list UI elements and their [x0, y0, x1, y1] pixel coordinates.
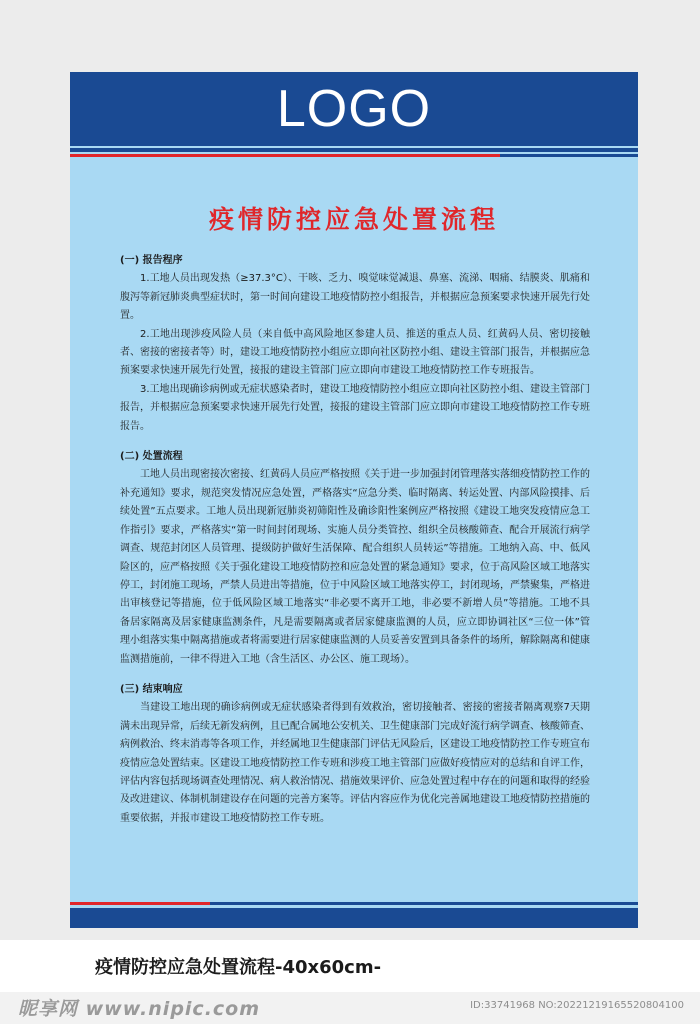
paragraph: 1.工地人员出现发热（≥37.3°C）、干咳、乏力、嗅觉味觉减退、鼻塞、流涕、咽痛、结膜炎、肌痛和腹泻等新冠肺炎典型症状时，第一时间向建设工地疫情防控小组报告，并根据应急预案要求快速开展先行处置。	[120, 273, 590, 322]
stripe-navy-bottom-thin	[210, 902, 638, 905]
section-heading-handling: (二) 处置流程	[120, 451, 183, 463]
site-watermark: 昵享网 www.nipic.com	[18, 998, 261, 1020]
paragraph: 2.工地出现涉疫风险人员（来自低中高风险地区参建人员、推送的重点人员、红黄码人员、密切接触者、密接的密接者等）时，建设工地疫情防控小组应立即向社区防控小组、建设主管部门报告，并根据应急预案要求快速开展先行处置，接报的建设主管部门应立即向市建设工地疫情防控工作专班报告。	[120, 328, 590, 377]
section-heading-report: (一) 报告程序	[120, 255, 183, 266]
poster-header	[70, 72, 638, 146]
paragraph: 工地人员出现密接次密接、红黄码人员应严格按照《关于进一步加强封闭管理落实落细疫情防控工作的补充通知》要求，规范突发情况应急处置，严格落实“应急分类、临时隔离、转运处置、内部风险摸排、后续处置”五点要求。工地人员出现新冠肺炎初筛阳性及确诊阳性案例应严格按照《建设工地突发疫情应急工作指引》要求，严格落实“第一时间封闭现场、实施人员分类管控、组织全员核酸筛查、配合开展流行病学调查、规范封闭区人员管理、提级防护做好生活保障、配合组织人员转运”等措施。工地纳入高、中、低风险区的，应严格按照《关于强化建设工地疫情防控和应急处置的紧急通知》要求，位于高风险区域工地落实停工，封闭施工现场，严禁人员进出等措施，位于中风险区域工地落实停工，封闭现场，严禁聚集，严格进出审核登记等措施，位于低风险区域工地落实“非必要不离开工地，非必要不新增人员”等措施。工地不具备居家隔离及居家健康监测条件，凡是需要隔离或者居家健康监测的人员，应立即协调社区“三位一体”管理小组落实集中隔离措施或者将需要进行居家健康监测的人员妥善安置到具备条件的场所，解除隔离和健康监测措施前，一律不得进入工地（含生活区、办公区、施工现场）。	[120, 469, 590, 665]
section-heading-end-response: (三) 结束响应	[120, 683, 183, 695]
poster-title: 疫情防控应急处置流程	[208, 205, 499, 234]
stripe-navy-top-short	[500, 154, 638, 157]
paragraph: 当建设工地出现的确诊病例或无症状感染者得到有效救治，密切接触者、密接的密接者隔离观察7天期满未出现异常，后续无新发病例，且已配合属地公安机关、卫生健康部门完成好流行病学调查、核酸筛查、病例救治、终末消毒等各项工作，并经属地卫生健康部门评估无风险后，区建设工地疫情防控工作专班宣布疫情应急处置结束。区建设工地疫情防控工作专班和涉疫工地主管部门应做好疫情应对的总结和自评工作，评估内容包括现场调查处理情况、病人救治情况、措施效果评价、应急处置过程中存在的问题和取得的经验及改进建议、体制机制建设存在问题的完善方案等。评估内容应作为优化完善属地建设工地疫情防控措施的重要依据，并报市建设工地疫情防控工作专班。	[120, 702, 590, 824]
image-id-text: ID:33741968 NO:20221219165520804100	[470, 1000, 684, 1011]
poster	[70, 72, 638, 928]
stripe-red-top	[70, 154, 500, 157]
footer-bar	[0, 992, 700, 1024]
stripe-navy-bottom	[70, 908, 638, 928]
poster-body	[120, 252, 590, 828]
caption: 疫情防控应急处置流程-40x60cm-	[95, 957, 382, 978]
logo: LOGO	[276, 80, 432, 138]
stripe-red-bottom	[70, 902, 210, 905]
paragraph: 3.工地出现确诊病例或无症状感染者时，建设工地疫情防控小组应立即向社区防控小组、建设主管部门报告，并根据应急预案要求快速开展先行处置，接报的建设主管部门应立即向市建设工地疫情防控工作专班报告。	[120, 383, 590, 432]
stripe-navy-top	[70, 148, 638, 152]
